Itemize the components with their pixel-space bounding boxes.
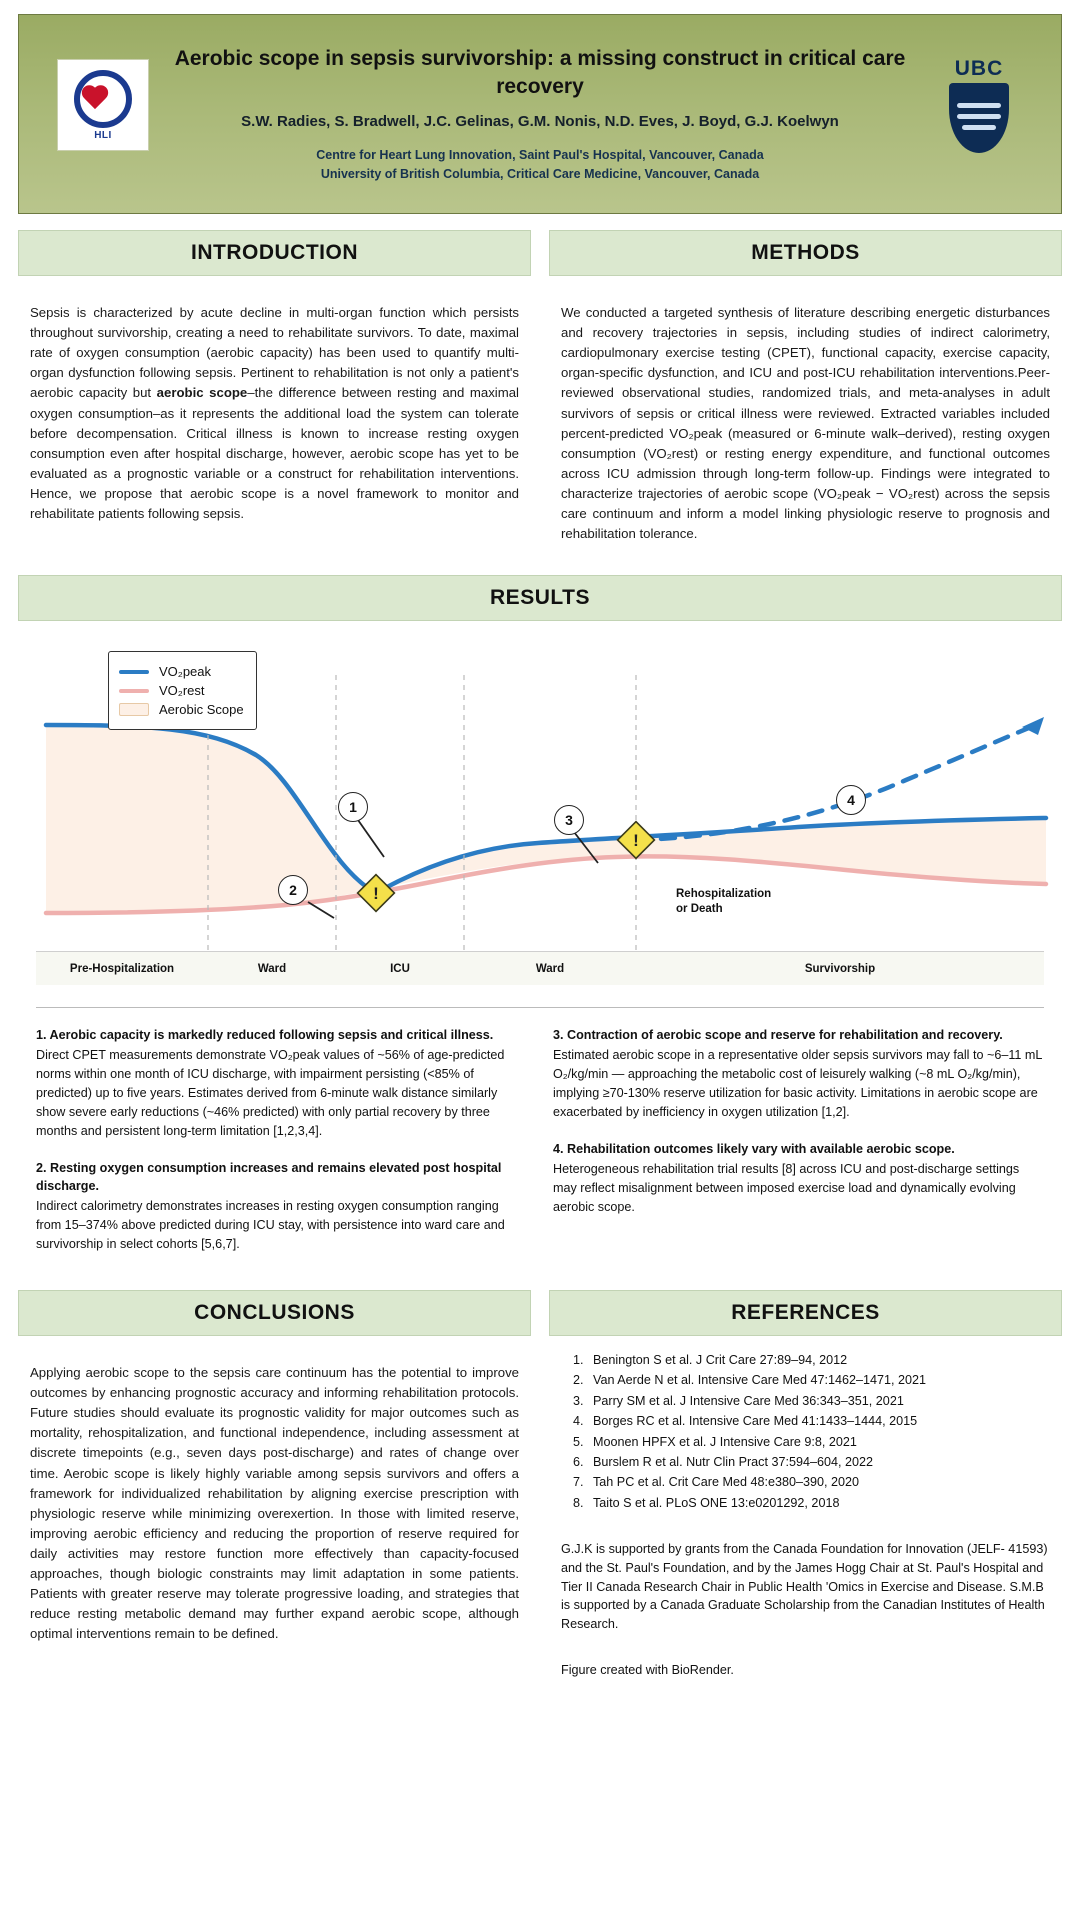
rehospitalization-label [676, 887, 771, 917]
reference-item: 3. Parry SM et al. J Intensive Care Med 36:343–351, 2021 [587, 1391, 1050, 1411]
introduction-body [18, 289, 531, 524]
chart-phase-axis [36, 951, 1044, 985]
findings-column-right [553, 1026, 1044, 1272]
author-list: S.W. Radies, S. Bradwell, J.C. Gelinas, G.M. Nonis, N.D. Eves, J. Boyd, G.J. Koelwyn [241, 113, 839, 131]
reference-item: 2. Van Aerde N et al. Intensive Care Med 47:1462–1471, 2021 [587, 1370, 1050, 1390]
legend-swatch-vo2rest [119, 689, 149, 693]
reference-item: 5. Moonen HPFX et al. J Intensive Care 9:8, 2021 [587, 1432, 1050, 1452]
conclusions-body: Applying aerobic scope to the sepsis care continuum has the potential to improve outcomes by enhancing prognostic accuracy and informing rehabilitation protocols. Future studies should evaluate its prognostic validity for major outcomes such as mortality, rehospitalization, and functional independence, including assessment at discrete timepoints (e.g., seven days post-discharge) and rates of change over time. Aerobic scope is likely highly variable among sepsis survivors and offers a framework for individualized rehabilitation by aligning exercise prescription with physiologic reserve while minimizing overexertion. In those with limited reserve, improving aerobic efficiency and reducing the proportion of reserve required for daily activities may restore function more effectively than capacity-focused approaches, though biologic constraints may limit adaptation in some patients. Patients with greater reserve may tolerate progressive loading, and strategies that reduce resting metabolic demand may further expand aerobic scope, although optimal interventions remain to be defined. [30, 1365, 519, 1641]
reference-item: 8. Taito S et al. PLoS ONE 13:e0201292, 2018 [587, 1493, 1050, 1513]
finding-1-body: Direct CPET measurements demonstrate VO₂peak values of ~56% of age-predicted norms within one month of ICU discharge, with impairment persisting (<85% of predicted) up to five years. Estimates derived from 6-minute walk distance similarly show severe early reductions (~46% predicted) with only partial recovery by three months and persistent long-term limitation [1,2,3,4]. [36, 1048, 505, 1138]
chart-callout-3: 3 [554, 805, 584, 835]
results-heading: RESULTS [490, 586, 590, 610]
heart-icon [88, 84, 118, 114]
legend-item-vo2rest [119, 683, 244, 698]
hli-ring-icon [74, 70, 132, 128]
finding-2-heading: 2. Resting oxygen consumption increases and remains elevated post hospital discharge. [36, 1160, 502, 1194]
aerobic-scope-chart [36, 635, 1044, 985]
legend-item-vo2peak [119, 664, 244, 679]
trajectory-arrowhead [1022, 717, 1044, 735]
legend-swatch-aerobic-scope [119, 703, 149, 716]
finding-item-4 [553, 1140, 1044, 1217]
finding-item-2 [36, 1159, 527, 1254]
ubc-shield-icon [949, 83, 1009, 153]
introduction-band [18, 230, 531, 276]
finding-item-3 [553, 1026, 1044, 1122]
reference-item: 4. Borges RC et al. Intensive Care Med 41:1433–1444, 2015 [587, 1411, 1050, 1431]
legend-label-vo2peak: VO₂peak [159, 664, 212, 680]
aerobic-scope-area [46, 725, 1046, 913]
finding-4-body: Heterogeneous rehabilitation trial results [8] across ICU and post-discharge settings may reflect misalignment between imposed exercise load and dynamically evolving aerobic scope. [553, 1162, 1020, 1214]
biorender-credit: Figure created with BioRender. [561, 1662, 734, 1677]
warning-marker-1 [358, 875, 395, 912]
introduction-text-part2: –the difference between resting and maximal oxygen consumption–as it represents the additional load the system can tolerate before decompensation. Critical illness is known to increase resting oxygen consumption even after hospital discharge, however, aerobic scope has yet to be evaluated as a prognostic variable or a construct for rehabilitation interventions. Hence, we propose that aerobic scope is a novel framework to monitor and rehabilitate patients following sepsis. [30, 385, 519, 521]
callout-2-leader [308, 902, 334, 918]
header-text-block [169, 45, 911, 184]
funding-statement: G.J.K is supported by grants from the Canada Foundation for Innovation (JELF- 41593) and the St. Paul's Foundation, and by the James Hogg Chair at St. Paul's Hospital and Tier II Canada Research Chair in Public Health 'Omics in Exercise and Disease. S.M.B is supported by a Canada Graduate Scholarship from the Canadian Institutes of Health Research. [561, 1541, 1048, 1632]
phase-label-pre-hospitalization: Pre-Hospitalization [36, 951, 208, 985]
figure-divider [36, 1007, 1044, 1008]
hli-logo-label: HLI [94, 129, 112, 141]
legend-label-aerobic-scope: Aerobic Scope [159, 702, 244, 718]
svg-text:!: ! [633, 831, 639, 851]
finding-1-heading: 1. Aerobic capacity is markedly reduced following sepsis and critical illness. [36, 1028, 494, 1043]
rehospitalization-label-line1: Rehospitalization [676, 888, 772, 901]
page-title: Aerobic scope in sepsis survivorship: a missing construct in critical care recovery [174, 46, 906, 98]
reference-item: 7. Tah PC et al. Crit Care Med 48:e380–390, 2020 [587, 1472, 1050, 1492]
chart-legend [108, 651, 257, 730]
svg-text:!: ! [373, 884, 379, 904]
introduction-section [18, 230, 531, 557]
findings-grid [36, 1026, 1044, 1272]
ubc-logo [931, 55, 1027, 163]
finding-4-heading: 4. Rehabilitation outcomes likely vary with available aerobic scope. [553, 1141, 955, 1156]
legend-swatch-vo2peak [119, 670, 149, 674]
intro-methods-row [18, 230, 1062, 557]
findings-column-left [36, 1026, 527, 1272]
introduction-heading: INTRODUCTION [191, 241, 358, 264]
finding-2-body: Indirect calorimetry demonstrates increases in resting oxygen consumption ranging from 15–374% above predicted during ICU stay, with persistence into ward care and survivorship in select cohorts [5,6,7]. [36, 1199, 505, 1252]
results-band [18, 575, 1062, 621]
phase-label-icu: ICU [336, 951, 464, 985]
introduction-text-part1: Sepsis is characterized by acute decline in multi-organ function which persists throughout survivorship, creating a need to rehabilitate survivors. To date, maximal rate of oxygen consumption (aerobic capacity) has been used to quantify multi-organ dysfunction following sepsis. Pertinent to rehabilitation is not only a patient's aerobic capacity but [30, 305, 519, 401]
legend-item-aerobic-scope [119, 702, 244, 717]
affiliation-line-2: University of British Columbia, Critical Care Medicine, Vancouver, Canada [320, 166, 760, 181]
phase-label-survivorship: Survivorship [636, 951, 1044, 985]
reference-item: 1. Benington S et al. J Crit Care 27:89–94, 2012 [587, 1350, 1050, 1370]
references-section [549, 1290, 1062, 1689]
methods-band [549, 230, 1062, 276]
legend-label-vo2rest: VO₂rest [159, 683, 205, 699]
conclusions-heading: CONCLUSIONS [194, 1301, 355, 1324]
conclusions-band [18, 1290, 531, 1336]
references-band [549, 1290, 1062, 1336]
methods-body: We conducted a targeted synthesis of literature describing energetic disturbances and recovery trajectories in sepsis, including studies of indirect calorimetry, cardiopulmonary exercise testing (CPET), functional capacity, exercise capacity, organ-specific dysfunction, and ICU and post-ICU rehabilitation interventions.Peer-reviewed observational studies, randomized trials, and meta-analyses in adult survivors of sepsis or critical illness were reviewed. Extracted variables included percent-predicted VO₂peak (measured or 6-minute walk–derived), resting oxygen consumption (VO₂rest) or resting energy expenditure, and functional outcomes across ICU admission through long-term follow-up. Findings were integrated to characterize trajectories of aerobic scope (VO₂peak − VO₂rest) across the sepsis care continuum and inform a model linking physiologic reserve to prognosis and rehabilitation tolerance. [561, 305, 1050, 541]
reference-item: 6. Burslem R et al. Nutr Clin Pract 37:594–604, 2022 [587, 1452, 1050, 1472]
finding-3-body: Estimated aerobic scope in a representative older sepsis survivors may fall to ~6–11 mL O₂/kg/min — approaching the metabolic cost of leisurely walking (~8 mL O₂/kg/min), implying ≥70-130% reserve utilization for basic activity. Limitations in aerobic scope are exacerbated by inefficiency in oxygen utilization [1,2]. [553, 1048, 1042, 1120]
phase-label-ward-1: Ward [208, 951, 336, 985]
chart-callout-1: 1 [338, 792, 368, 822]
references-heading: REFERENCES [731, 1301, 880, 1324]
chart-callout-4: 4 [836, 785, 866, 815]
finding-3-heading: 3. Contraction of aerobic scope and reserve for rehabilitation and recovery. [553, 1028, 1003, 1043]
affiliation-line-1: Centre for Heart Lung Innovation, Saint Paul's Hospital, Vancouver, Canada [316, 147, 764, 162]
conclusions-references-row [18, 1290, 1062, 1689]
methods-section [549, 230, 1062, 557]
references-list [549, 1336, 1062, 1513]
chart-callout-2: 2 [278, 875, 308, 905]
results-figure [36, 635, 1044, 985]
conclusions-section [18, 1290, 531, 1689]
finding-item-1 [36, 1026, 527, 1141]
callout-1-leader [358, 820, 384, 857]
phase-label-ward-2: Ward [464, 951, 636, 985]
ubc-logo-label: UBC [954, 57, 1004, 80]
rehospitalization-label-line2: or Death [676, 903, 723, 916]
introduction-bold-phrase: aerobic scope [156, 385, 248, 401]
methods-heading: METHODS [751, 241, 860, 264]
poster-header [18, 14, 1062, 214]
hli-logo [57, 59, 149, 151]
